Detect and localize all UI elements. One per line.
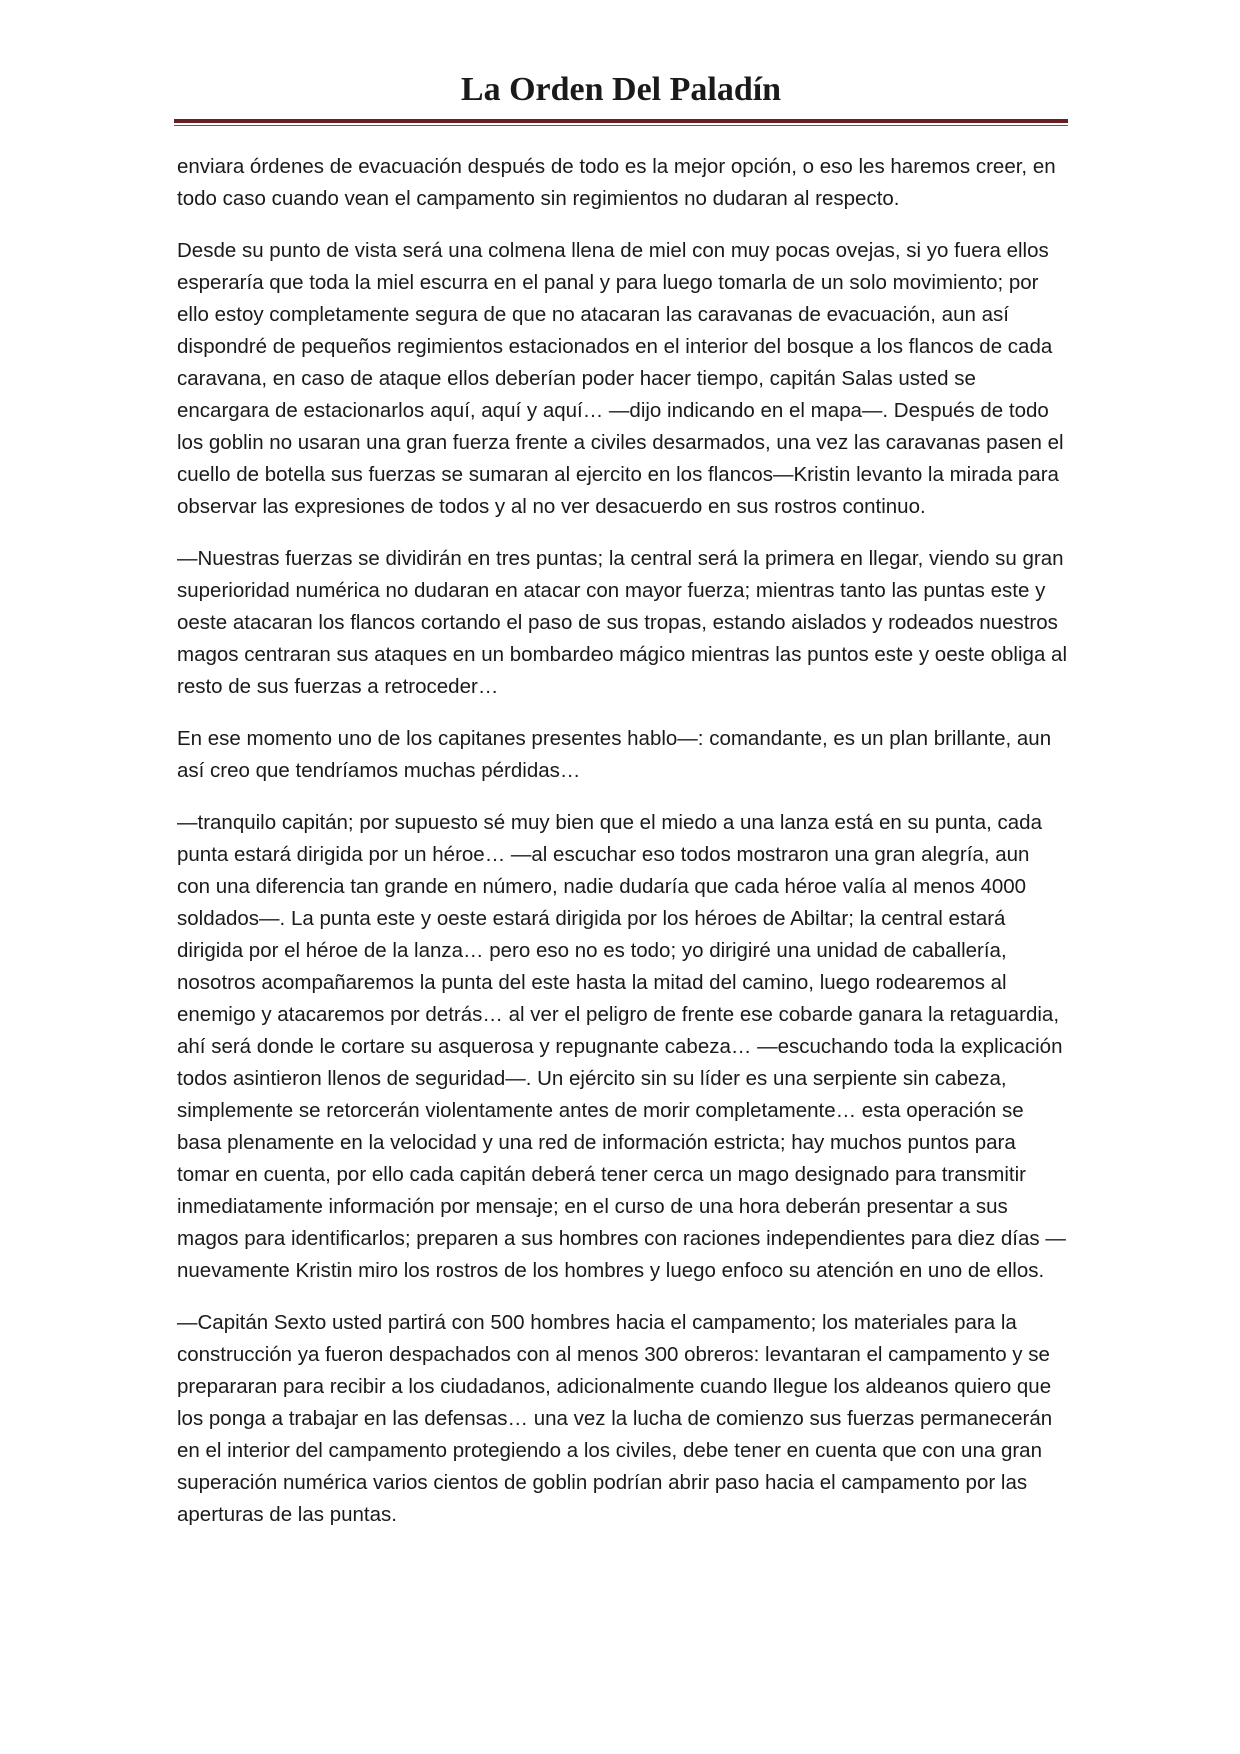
paragraph: Desde su punto de vista será una colmena llena de miel con muy pocas ovejas, si yo fuera ellos esperaría que toda la miel escurra en el panal y para luego tomarla de un solo movimiento; por ello estoy completamente segura de que no atacaran las caravanas de evacuación, aun así dispondré de pequeños regimientos estacionados en el interior del bosque a los flancos de cada caravana, en caso de ataque ellos deberían poder hacer tiempo, capitán Salas usted se encargara de estacionarlos aquí, aquí y aquí… —dijo indicando en el mapa—. Después de todo los goblin no usaran una gran fuerza frente a civiles desarmados, una vez las caravanas pasen el cuello de botella sus fuerzas se sumaran al ejercito en los flancos—Kristin levanto la mirada para observar las expresiones de todos y al no ver desacuerdo en sus rostros continuo. xyxy=(177,239,1064,518)
paragraph: En ese momento uno de los capitanes presentes hablo—: comandante, es un plan brillante, aun así creo que tendríamos muchas pérdidas… xyxy=(177,727,1052,782)
page-header xyxy=(174,70,1068,111)
paragraph: enviara órdenes de evacuación después de todo es la mejor opción, o eso les haremos creer, en todo caso cuando vean el campamento sin regimientos no dudaran al respecto. xyxy=(177,155,1056,210)
paragraph: —tranquilo capitán; por supuesto sé muy bien que el miedo a una lanza está en su punta, cada punta estará dirigida por un héroe… —al escuchar eso todos mostraron una gran alegría, aun con una diferencia tan grande en número, nadie dudaría que cada héroe valía al menos 4000 soldados—. La punta este y oeste estará dirigida por los héroes de Abiltar; la central estará dirigida por el héroe de la lanza… pero eso no es todo; yo dirigiré una unidad de caballería, nosotros acompañaremos la punta del este hasta la mitad del camino, luego rodearemos al enemigo y atacaremos por detrás… al ver el peligro de frente ese cobarde ganara la retaguardia, ahí será donde le cortare su asquerosa y repugnante cabeza… —escuchando toda la explicación todos asintieron llenos de seguridad—. Un ejército sin su líder es una serpiente sin cabeza, simplemente se retorcerán violentamente antes de morir completamente… esta operación se basa plenamente en la velocidad y una red de información estricta; hay muchos puntos para tomar en cuenta, por ello cada capitán deberá tener cerca un mago designado para transmitir inmediatamente información por mensaje; en el curso de una hora deberán presentar a sus magos para identificarlos; preparen a sus hombres con raciones independientes para diez días —nuevamente Kristin miro los rostros de los hombres y luego enfoco su atención en uno de ellos. xyxy=(177,811,1066,1282)
header-title: La Orden Del Paladín xyxy=(460,71,782,108)
header-rule-thick xyxy=(174,119,1068,123)
header-rule-thin xyxy=(174,125,1068,126)
document-body xyxy=(177,151,1067,1551)
paragraph: —Capitán Sexto usted partirá con 500 hombres hacia el campamento; los materiales para la construcción ya fueron despachados con al menos 300 obreros: levantaran el campamento y se prepararan para recibir a los ciudadanos, adicionalmente cuando llegue los aldeanos quiero que los ponga a trabajar en las defensas… una vez la lucha de comienzo sus fuerzas permanecerán en el interior del campamento protegiendo a los civiles, debe tener en cuenta que con una gran superación numérica varios cientos de goblin podrían abrir paso hacia el campamento por las aperturas de las puntas. xyxy=(177,1311,1053,1526)
paragraph: —Nuestras fuerzas se dividirán en tres puntas; la central será la primera en llegar, viendo su gran superioridad numérica no dudaran en atacar con mayor fuerza; mientras tanto las puntas este y oeste atacaran los flancos cortando el paso de sus tropas, estando aislados y rodeados nuestros magos centraran sus ataques en un bombardeo mágico mientras las puntos este y oeste obliga al resto de sus fuerzas a retroceder… xyxy=(177,547,1067,698)
